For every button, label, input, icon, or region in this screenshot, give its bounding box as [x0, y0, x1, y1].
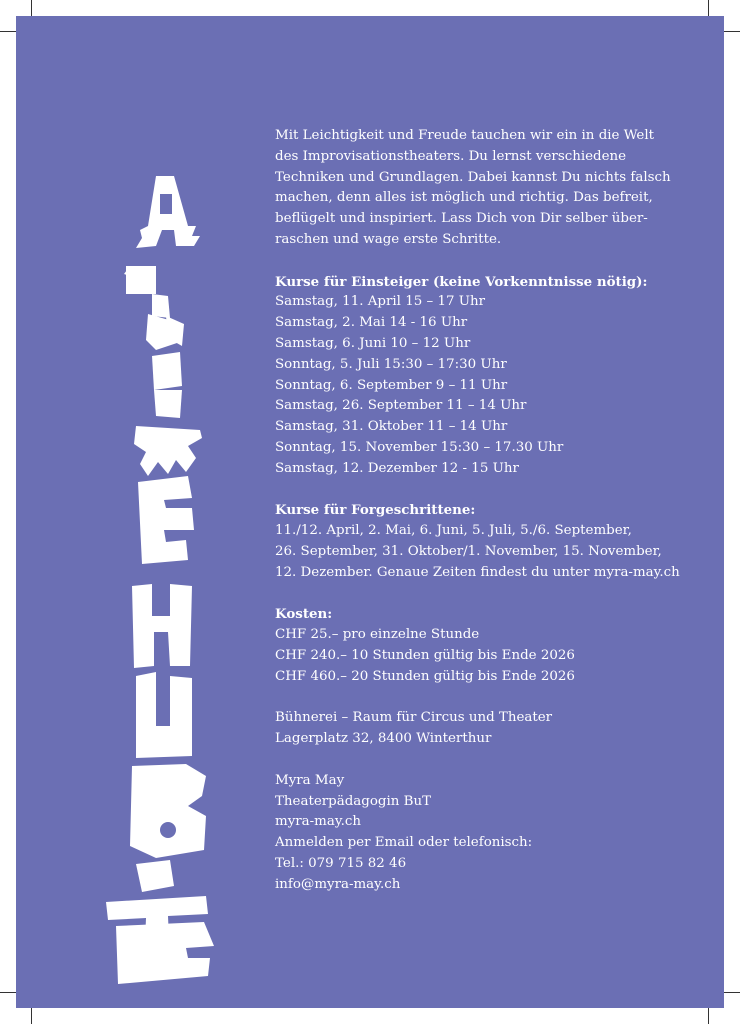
venue-section	[275, 708, 715, 750]
course-date: Samstag, 11. April 15 – 17 Uhr	[275, 294, 486, 310]
advanced-line: 11./12. April, 2. Mai, 6. Juni, 5. Juli, 5./6. September,	[275, 523, 632, 539]
cost-line: CHF 240.– 10 Stunden gültig bis Ende 2026	[275, 647, 575, 663]
advanced-courses	[275, 500, 715, 583]
beginner-courses	[275, 272, 715, 480]
advanced-heading: Kurse für Forgeschrittene:	[275, 502, 476, 519]
course-date: Samstag, 31. Oktober 11 – 14 Uhr	[275, 419, 508, 435]
advanced-line: 12. Dezember. Genaue Zeiten findest du unter myra-may.ch	[275, 564, 680, 580]
contact-instructions: Anmelden per Email oder telefonisch:	[275, 835, 533, 851]
contact-name: Myra May	[275, 772, 345, 788]
course-date: Samstag, 26. September 11 – 14 Uhr	[275, 398, 527, 414]
intro-line: des Improvisationstheaters. Du lernst verschiedene	[275, 148, 627, 164]
intro-line: Mit Leichtigkeit und Freude tauchen wir ein in die Welt	[275, 128, 654, 143]
intro-line: raschen und wage erste Schritte.	[275, 231, 502, 247]
contact-role: Theaterpädagogin BuT	[275, 793, 432, 809]
intro-line: beflügelt und inspiriert. Lass Dich von Dir selber über-	[275, 211, 648, 227]
course-date: Samstag, 12. Dezember 12 - 15 Uhr	[275, 460, 519, 476]
flyer-text	[275, 126, 715, 916]
advanced-line: 26. September, 31. Oktober/1. November, 15. November,	[275, 543, 662, 559]
course-date: Sonntag, 6. September 9 – 11 Uhr	[275, 377, 508, 393]
costs-section	[275, 604, 715, 687]
contact-section	[275, 771, 715, 896]
intro-line: Techniken und Grundlagen. Dabei kannst Du nichts falsch	[275, 169, 671, 185]
costs-heading: Kosten:	[275, 606, 333, 623]
contact-website: myra-may.ch	[275, 814, 362, 830]
course-date: Sonntag, 15. November 15:30 – 17.30 Uhr	[275, 439, 564, 455]
venue-address: Lagerplatz 32, 8400 Winterthur	[275, 731, 492, 747]
title-lettering-art	[96, 146, 236, 986]
venue-name: Bühnerei – Raum für Circus und Theater	[275, 710, 553, 726]
flyer-page	[16, 16, 724, 1008]
intro-line: machen, denn alles ist möglich und richtig. Das befreit,	[275, 190, 653, 206]
course-date: Samstag, 2. Mai 14 - 16 Uhr	[275, 315, 468, 331]
contact-email: info@myra-may.ch	[275, 876, 401, 892]
cost-line: CHF 460.– 20 Stunden gültig bis Ende 2026	[275, 668, 575, 684]
intro-paragraph	[275, 126, 715, 251]
beginner-heading: Kurse für Einsteiger (keine Vorkenntnisse nötig):	[275, 273, 648, 290]
course-date: Sonntag, 5. Juli 15:30 – 17:30 Uhr	[275, 356, 507, 372]
contact-phone: Tel.: 079 715 82 46	[275, 855, 407, 871]
course-date: Samstag, 6. Juni 10 – 12 Uhr	[275, 335, 471, 351]
cost-line: CHF 25.– pro einzelne Stunde	[275, 627, 480, 643]
